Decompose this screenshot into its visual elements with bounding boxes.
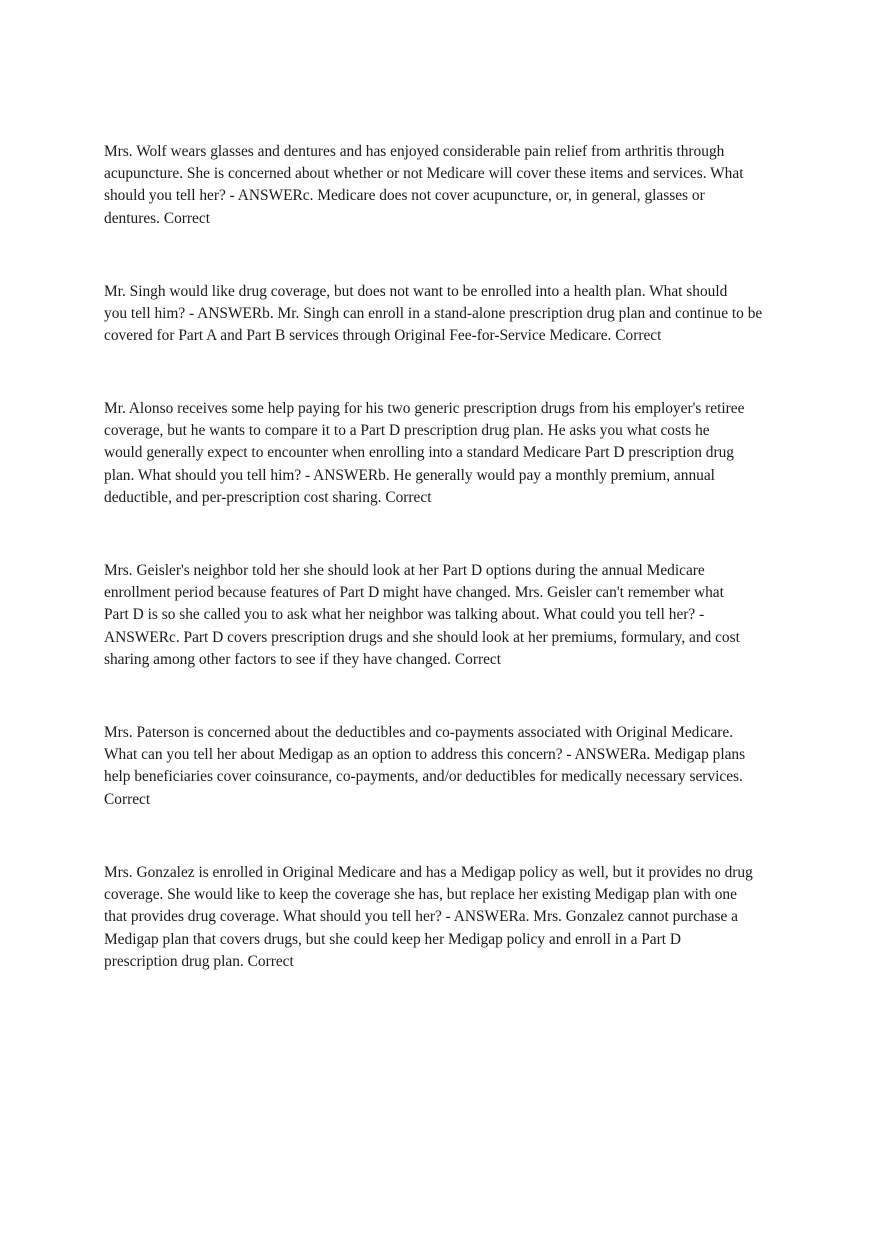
qa-entry-alonso: Mr. Alonso receives some help paying for his two generic prescription drugs from his employer's retiree coverage, but he wants to compare it to a Part D prescription drug plan. He asks you what costs he would generally expect to encounter when enrolling into a standard Medicare Part D prescription drug plan. What should you tell him? - ANSWERb. He generally would pay a monthly premium, annual deductible, and per-prescription cost sharing. Correct <box>104 400 745 506</box>
qa-entry-paterson: Mrs. Paterson is concerned about the deductibles and co-payments associated with Original Medicare. What can you tell her about Medigap as an option to address this concern? - ANSWERa. Medigap plans help beneficiaries cover coinsurance, co-payments, and/or deductibles for medically necessary services. Correct <box>104 724 746 808</box>
qa-entry-singh: Mr. Singh would like drug coverage, but does not want to be enrolled into a health plan. What should you tell him? - ANSWERb. Mr. Singh can enroll in a stand-alone prescription drug plan and continue to be covered for Part A and Part B services through Original Fee-for-Service Medicare. Correct <box>104 283 763 345</box>
qa-entry-gonzalez: Mrs. Gonzalez is enrolled in Original Medicare and has a Medigap policy as well, but it provides no drug coverage. She would like to keep the coverage she has, but replace her existing Medigap plan with one that provides drug coverage. What should you tell her? - ANSWERa. Mrs. Gonzalez cannot purchase a Medigap plan that covers drugs, but she could keep her Medigap policy and enroll in a Part D prescription drug plan. Correct <box>104 864 753 970</box>
qa-entry-geisler: Mrs. Geisler's neighbor told her she should look at her Part D options during the annual Medicare enrollment period because features of Part D might have changed. Mrs. Geisler can't remember what Part D is so she called you to ask what her neighbor was talking about. What could you tell her? - ANSWERc. Part D covers prescription drugs and she should look at her premiums, formulary, and cost sharing among other factors to see if they have changed. Correct <box>104 562 740 668</box>
qa-entry-wolf: Mrs. Wolf wears glasses and dentures and has enjoyed considerable pain relief from arthritis through acupuncture. She is concerned about whether or not Medicare will cover these items and services. What should you tell her? - ANSWERc. Medicare does not cover acupuncture, or, in general, glasses or dentures. Correct <box>104 143 744 227</box>
